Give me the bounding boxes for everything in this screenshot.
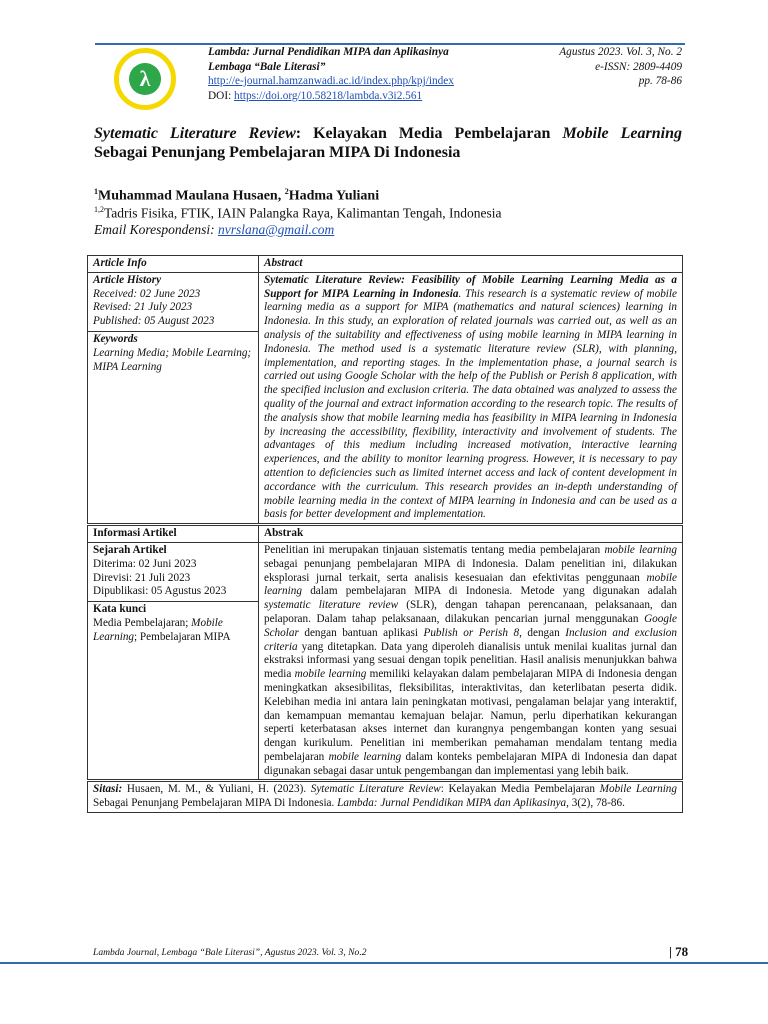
- kata-kunci-text: Media Pembelajaran; Mobile Learning; Pembelajaran MIPA: [93, 616, 231, 643]
- lambda-logo-icon: λ: [129, 63, 161, 95]
- journal-logo: [114, 48, 176, 110]
- sejarah-artikel-cell: [88, 542, 259, 781]
- kata-kunci-label: Kata kunci: [93, 603, 147, 616]
- article-title: Sytematic Literature Review: Kelayakan Media Pembelajaran Mobile Learning Sebagai Penunjang Pembelajaran MIPA Di Indonesia: [94, 125, 683, 161]
- issn-text: e-ISSN: 2809-4409: [595, 60, 682, 73]
- issue-info: [502, 45, 682, 89]
- citation-cell: Sitasi: Husaen, M. M., & Yuliani, H. (2023). Sytematic Literature Review: Kelayakan Media Pembelajaran Mobile Learning Sebagai Penunjang Pembelajaran MIPA Di Indonesia. Lambda: Jurnal Pendidikan MIPA dan Aplikasinya, 3(2), 78-86.: [88, 781, 683, 813]
- history-label: Article History: [93, 273, 162, 286]
- email-link[interactable]: nvrslana@gmail.com: [218, 222, 335, 237]
- keywords-text: Learning Media; Mobile Learning; MIPA Learning: [93, 346, 252, 373]
- sejarah-label: Sejarah Artikel: [93, 543, 167, 556]
- article-history-cell: [88, 272, 259, 524]
- article-info-header: Article Info: [88, 256, 259, 273]
- page-number: | 78: [669, 944, 689, 959]
- doi-label: DOI:: [208, 89, 235, 102]
- correspondence-email: Email Korespondensi: nvrslana@gmail.com: [94, 222, 335, 237]
- journal-header: [208, 45, 528, 103]
- revised-date: Revised: 21 July 2023: [93, 301, 193, 314]
- footer-rule: [0, 962, 768, 964]
- pages-text: pp. 78-86: [638, 75, 682, 87]
- issue-text: Agustus 2023. Vol. 3, No. 2: [559, 46, 682, 58]
- affiliation: $^{1,2}$Tadris Fisika, FTIK, IAIN Palangka Raya, Kalimantan Tengah, Indonesia: [94, 205, 502, 221]
- indonesian-abstract: Penelitian ini merupakan tinjauan sistematis tentang media pembelajaran mobile learning sebagai penunjang pembelajaran MIPA di Indonesia. Dalam penelitian ini, dilakukan eksplorasi jurnal terkait, serta analisis kesesuaian dan efektivitas penggunaan mobile learning dalam pembelajaran MIPA di Indonesia. Metode yang digunakan adalah systematic literature review (SLR), dengan tahapan perencanaan, pelaksanaan, dan pelaporan. Dalam tahap pelaksanaan, dilakukan pencarian jurnal menggunakan Google Scholar dengan bantuan aplikasi Publish or Perish 8, dengan Inclusion and exclusion criteria yang ditetapkan. Data yang diperoleh dianalisis untuk menilai kualitas jurnal dan ekstraksi informasi yang sesuai dengan topik penelitian. Hasil analisis menunjukkan bahwa media mobile learning memiliki kelayakan dalam pembelajaran MIPA di Indonesia dengan meningkatkan aksesibilitas, fleksibilitas, interaktivitas, dan keterlibatan peserta didik. Kelebihan media ini antara lain peningkatan motivasi, pengalaman belajar yang interaktif, dan kemampuan memantau kemajuan belajar. Namun, perlu diperhatikan kekurangan seperti keterbatasan akses internet dan kurangnya pengembangan konten yang sesuai dengan kurikulum. Penelitian ini memberikan pemahaman mendalam tentang media pembelajaran mobile learning dalam konteks pembelajaran MIPA di Indonesia dan dapat digunakan sebagai dasar untuk pengembangan dan implementasi yang lebih baik.: [259, 542, 683, 781]
- english-abstract: Sytematic Literature Review: Feasibility of Mobile Learning Learning Media as a Support for MIPA Learning in Indonesia. This research is a systematic review of mobile learning media as a support for MIPA (mathematics and natural sciences) learning in Indonesia. In this study, an exploration of related journals was carried out, as well as an analysis of the suitability and effectiveness of using mobile learning in MIPA learning in Indonesia. The method used is a systematic literature review (SLR), with planning, implementation, and reporting stages. In the implementation phase, a journal search is carried out using Google Scholar with the help of the Publish or Perish 8 application, with the specified inclusion and exclusion criteria. The data obtained was analyzed to assess the quality of the journal and extract information according to the research topic. The results of the analysis show that mobile learning media has feasibility in MIPA learning in Indonesia by increasing the accessibility, flexibility, interactivity and involvement of students. The advantages of this medium including increased motivation, interactive learning experiences, and the ability to monitor learning progress. However, it is necessary to pay attention to deficiencies such as limited internet access and lack of content development in accordance with the curriculum. This research provides an in-depth understanding of mobile learning media in the context of MIPA learning in Indonesia and can be used as a basis for better development and implementation.: [259, 272, 683, 524]
- published-date: Published: 05 August 2023: [93, 315, 215, 328]
- journal-url-link[interactable]: http://e-journal.hamzanwadi.ac.id/index.php/kpj/index: [208, 75, 454, 87]
- footer-journal: Lambda Journal, Lembaga “Bale Literasi”, Agustus 2023. Vol. 3, No.2: [93, 947, 367, 958]
- keywords-label: Keywords: [93, 332, 138, 345]
- diterima-date: Diterima: 02 Juni 2023: [93, 557, 197, 570]
- received-date: Received: 02 June 2023: [93, 287, 201, 300]
- article-info-table: [87, 255, 683, 813]
- author-list: $^1$Muhammad Maulana Husaen, $^2$Hadma Yuliani: [94, 187, 380, 204]
- abstract-header: Abstract: [259, 256, 683, 273]
- journal-name: Lambda: Jurnal Pendidikan MIPA dan Aplikasinya: [208, 46, 449, 58]
- dipublikasi-date: Dipublikasi: 05 Agustus 2023: [93, 585, 227, 598]
- doi-link[interactable]: https://doi.org/10.58218/lambda.v3i2.561: [234, 89, 423, 102]
- publisher-name: Lembaga “Bale Literasi”: [208, 60, 326, 73]
- abstrak-header: Abstrak: [259, 525, 683, 543]
- informasi-artikel-header: Informasi Artikel: [88, 525, 259, 543]
- direvisi-date: Direvisi: 21 Juli 2023: [93, 571, 191, 584]
